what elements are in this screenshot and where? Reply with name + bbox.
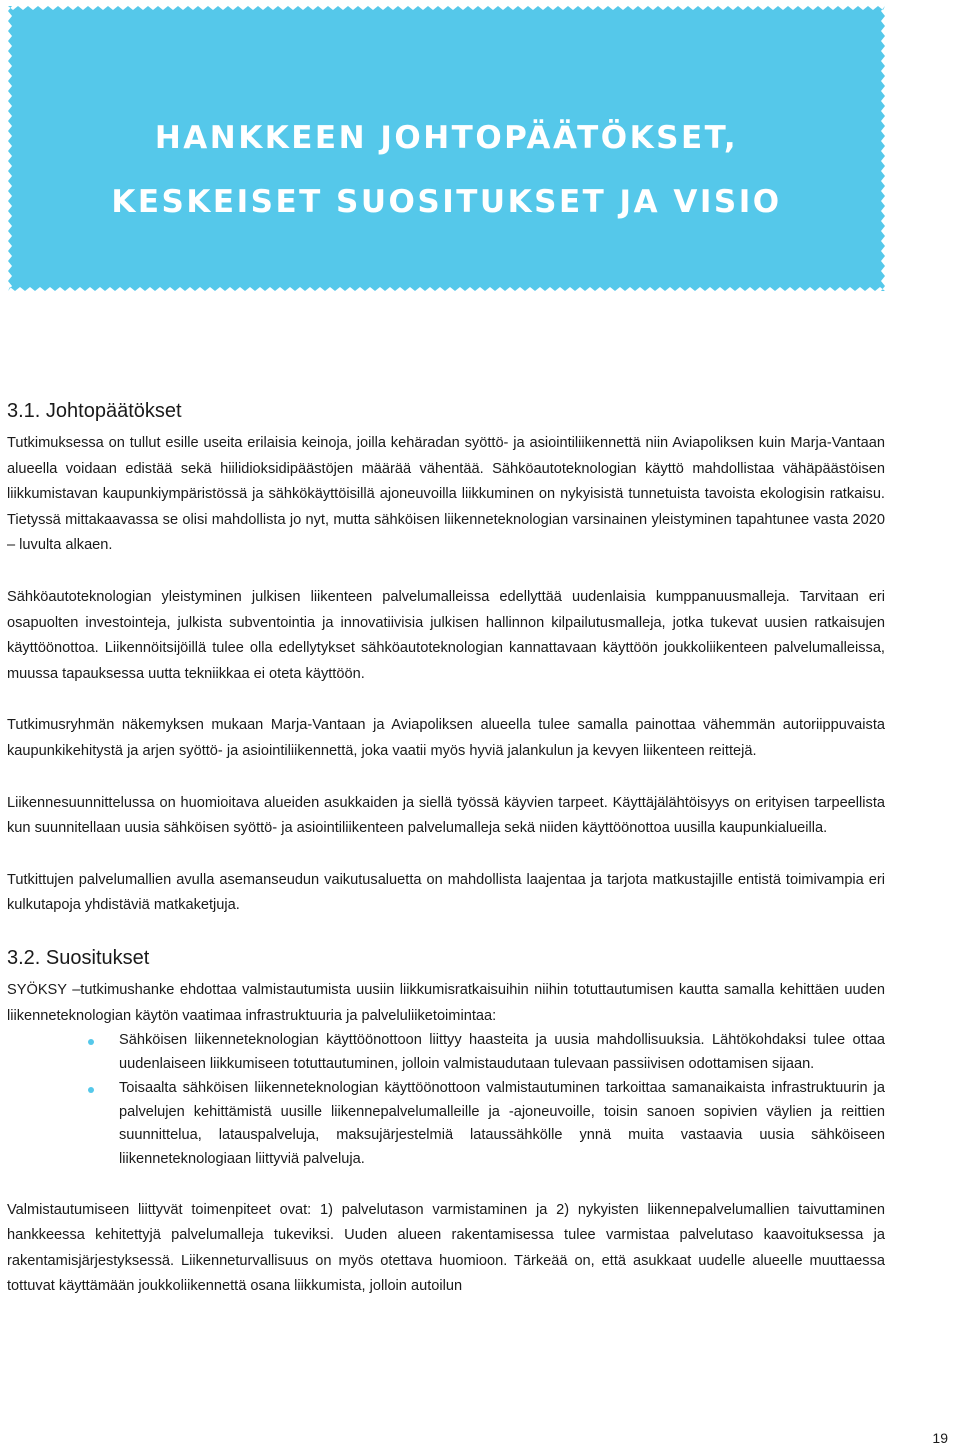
list-item xyxy=(119,1077,885,1171)
banner-title-line1: HANKKEEN JOHTOPÄÄTÖKSET, xyxy=(154,120,739,156)
bullet-icon xyxy=(88,1087,94,1093)
paragraph: Liikennesuunnittelussa on huomioitava alueiden asukkaiden ja siellä työssä käyvien tarpeet. Käyttäjälähtöisyys on erityisen tarpeellista kun suunnitellaan uusia sähköisen syöttö- ja asiointiliikenteen palvelumalleja sekä niiden käyttöönottoa uusilla kaupunkialueilla. xyxy=(7,794,885,837)
banner-title-line2: KESKEISET SUOSITUKSET JA VISIO xyxy=(111,184,782,220)
paragraph: Tutkittujen palvelumallien avulla asemanseudun vaikutusaluetta on mahdollista laajentaa ja tarjota matkustajille entistä toimivampia eri kulkutapoja yhdistäviä matkaketjuja. xyxy=(7,871,885,914)
section-heading-johtopaatokset: 3.1. Johtopäätökset xyxy=(7,400,182,422)
header-banner xyxy=(8,6,885,291)
document-body xyxy=(7,398,885,1326)
paragraph: Sähköautoteknologian yleistyminen julkisen liikenteen palvelumalleissa edellyttää uudenlaisia kumppanuusmalleja. Tarvitaan eri osapuolten investointeja, julkista subventointia ja innovatiivisia julkisen hallinnon kilpailutusmalleja, jotka tukevat uusien ratkaisujen käyttöönottoa. Liikennöitsijöillä tulee olla edellytykset sähköautoteknologian kannattavaan käyttöön joukkoliikenteen palvelumalleissa, muussa tapauksessa uutta tekniikkaa ei oteta käyttöön. xyxy=(7,588,885,682)
list-item-text: Toisaalta sähköisen liikenneteknologian käyttöönottoon valmistautuminen tarkoittaa samanaikaista infrastruktuurin ja palvelujen kehittämistä uusille liikennepalvelumalleille ja -ajoneuvoille, toisin sanoen sopivien väylien ja reittien suunnittelua, latauspalveluja, maksujärjestelmiä lataussähkölle ynnä muita vastaavia uusia sähköiseen liikenneteknologiaan liittyviä palveluja. xyxy=(119,1080,885,1168)
list-item-text: Sähköisen liikenneteknologian käyttöönottoon liittyy haasteita ja uusia mahdollisuuksia. Lähtökohdaksi tulee ottaa uudenlaiseen liikkumiseen totuttautuminen, jolloin valmistaudutaan tulevaan passiivisen odottamisen sijaan. xyxy=(119,1032,885,1072)
recommendation-list xyxy=(7,1029,885,1172)
paragraph-intro: SYÖKSY –tutkimushanke ehdottaa valmistautumista uusiin liikkumisratkaisuihin niihin totuttautumisen kautta samalla kehittäen uuden liikenneteknologian käytön vaatimaa infrastruktuuria ja palveluliiketoimintaa: xyxy=(7,981,885,1024)
paragraph: Tutkimuksessa on tullut esille useita erilaisia keinoja, joilla kehäradan syöttö- ja asiointiliikennettä niin Aviapoliksen kuin Marja-Vantaan alueella voidaan edistää sekä hiilidioksidipäästöjen määrää vähentää. Sähköautoteknologian käyttö mahdollistaa vähäpäästöisen liikkumistavan kaupunkiympäristössä ja sähkökäyttöisillä ajoneuvoilla liikkuminen on nykyisistä tunnetuista tavoista ekologisin ratkaisu. Tietyssä mittakaavassa se olisi mahdollista jo nyt, mutta sähköisen liikenneteknologian varsinainen yleistyminen tapahtunee vasta 2020 – luvulta alkaen. xyxy=(7,435,885,554)
bullet-icon xyxy=(88,1039,94,1045)
paragraph: Tutkimusryhmän näkemyksen mukaan Marja-Vantaan ja Aviapoliksen alueella tulee samalla painottaa vähemmän autoriippuvaista kaupunkikehitystä ja arjen syöttö- ja asiointiliikennettä, joka vaatii myös hyviä jalankulun ja kevyen liikenteen reittejä. xyxy=(7,717,885,759)
page-number: 19 xyxy=(932,1430,948,1446)
paragraph-closing: Valmistautumiseen liittyvät toimenpiteet ovat: 1) palvelutason varmistaminen ja 2) nykyisten liikennepalvelumallien taivuttaminen hankkeessa kehitettyjä palvelumalleja tukeviksi. Uuden alueen rakentamisessa tulee varmistaa palvelutaso kaavoituksessa ja rakentamisjärjestyksessä. Liikenneturvallisuus on myös otettava huomioon. Tärkeää on, että asukkaat uudelle alueelle muuttaessa tottuvat käyttämään joukkoliikennettä osana liikkumista, jolloin autoilun xyxy=(7,1201,885,1295)
section-heading-suositukset: 3.2. Suositukset xyxy=(7,946,150,969)
list-item xyxy=(119,1029,885,1076)
